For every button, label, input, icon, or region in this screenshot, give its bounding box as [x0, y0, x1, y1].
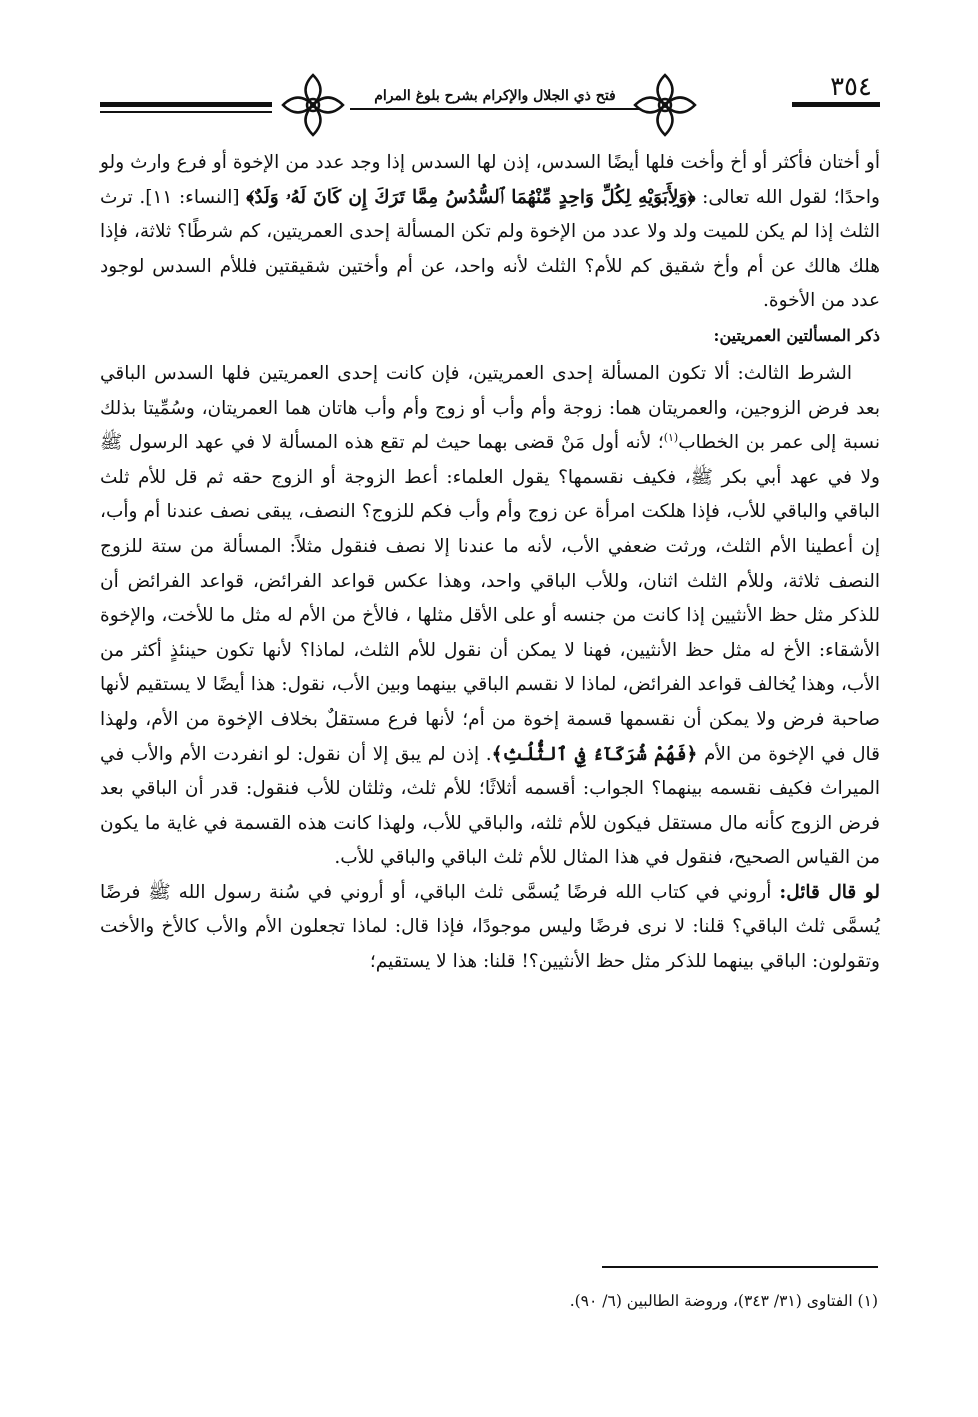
floral-ornament-icon	[278, 70, 348, 144]
floral-ornament-icon	[630, 70, 700, 144]
footnote: (١) الفتاوى (٣١/ ٣٤٣)، وروضة الطالبين (٦/ ٩٠).	[569, 1292, 878, 1310]
paragraph-2-part-c: . إذن لم يبق إلا أن نقول: لو انفردت الأم والأب في الميراث فكيف نقسمه بينهما؟ الجواب: أقسمه أثلاثًا؛ للأم ثلث، وثلثان للأب فنقول: قدر أن الباقي بعد فرض الزوج كأنه مال مستقل فيكون للأم ثلثه، والباقي للأب، ولهذا كانت هذه القسمة في غاية ما يكون من القياس الصحيح، فنقول في هذا المثال للأم ثلث الباقي والباقي للأب.	[100, 743, 880, 869]
paragraph-2-part-a: الشرط الثالث: ألا تكون المسألة إحدى العمريتين، فإن كانت إحدى العمريتين فلها السدس الباقي بعد فرض الزوجين، والعمريتان هما: زوجة وأم وأب أو زوج وأم وأب هاتان هما العمريتان، وسُمِّيتا بذلك نسبة إلى عمر بن الخطاب	[100, 362, 880, 454]
paragraph-3-lead: لو قال قائل:	[779, 881, 881, 903]
paragraph-3	[100, 876, 880, 980]
paragraph-3-text: أروني في كتاب الله فرضًا يُسمَّى ثلث الباقي، أو أروني في سُنة رسول الله ﷺ فرضًا يُسمَّى ثلث الباقي؟ قلنا: لا نرى فرضًا وليس موجودًا، فإذا قال: لماذا تجعلون الأم والأب كالأخ والأخت وتقولون: الباقي بينهما للذكر مثل حظ الأنثيين؟! قلنا: هذا لا يستقيم؛	[100, 881, 880, 973]
paragraph-2-part-b: ؛ لأنه أول مَنْ قضى بهما حيث لم تقع هذه المسألة لا في عهد الرسول ﷺ ولا في عهد أبي بكر ﷺ، فكيف نقسمها؟ يقول العلماء: أعط الزوجة أو الزوج حقه ثم قل للأم ثلث الباقي والباقي للأب، فإذا هلكت امرأة عن زوج وأم وأب فكم للزوج؟ النصف، يبقى نصف عندنا أم وأب، إن أعطينا الأم الثلث، ورثت ضعفي الأب، لأنه ما عندنا إلا نصف فنقول مثلاً: المسألة من ستة للزوج النصف ثلاثة، وللأم الثلث اثنان، وللأب الباقي واحد، وهذا عكس قواعد الفرائض، قواعد الفرائض أن للذكر مثل حظ الأنثيين إذا كانت من جنسه أو على الأقل مثلها ، فالأخ من الأم له مثل ما للأخت، والإخوة الأشقاء: الأخ له مثل حظ الأنثيين، فهنا لا يمكن أن نقول للأم الثلث، لماذا؟ لأنها تكون حينئذٍ أكثر من الأب، وهذا يُخالف قواعد الفرائض، لماذا لا نقسم الباقي بينهما وبين الأب، نقول: هذا أيضًا لا يستقيم لأنها صاحبة فرض ولا يمكن أن نقسمها قسمة إخوة من أم؛ لأنها فرع مستقلٌ بخلاف الإخوة من الأم، ولهذا قال في الإخوة من الأم	[100, 432, 880, 765]
page-header	[100, 66, 880, 146]
running-title: فتح ذي الجلال والإكرام بشرح بلوغ المرام	[350, 88, 640, 110]
header-rule-left-thin	[100, 111, 272, 113]
page-number: ٣٥٤	[830, 72, 872, 106]
paragraph-2	[100, 357, 880, 876]
quran-verse-1: ﴿وَلِأَبَوَيْهِ لِكُلِّ وَاحِدٍ مِّنْهُمَا ٱلسُّدُسُ مِمَّا تَرَكَ إِن كَانَ لَهُۥ وَلَدٌ﴾	[246, 186, 696, 208]
footnote-marker[interactable]: (١)	[663, 431, 679, 444]
quran-verse-2: ﴿فَهُمْ شُرَكَآءُ فِي ٱلثُّلُثِ﴾	[491, 743, 698, 765]
main-text	[100, 146, 880, 980]
paragraph-1-part-b: [النساء: ١١]. ترث الثلث إذا لم يكن للميت ولد ولا عدد من الإخوة ولم تكن المسألة إحدى العمريتين، كم شرطًا؟ ثلاثة، فإذا هلك هالك عن أم وأخ شقيق كم للأم؟ الثلث لأنه واحد، عن أم وأختين شقيقتين فللأم السدس لوجود عدد من الأخوة.	[100, 186, 880, 312]
footnote-separator	[602, 1266, 878, 1268]
paragraph-1	[100, 146, 880, 319]
header-rule-left	[100, 102, 272, 107]
section-title: ذكر المسألتين العمريتين:	[713, 325, 880, 345]
paragraph-1-part-a: أو أختان فأكثر أو أخ وأخت فلها أيضًا السدس، إذن لها السدس إذا وجد عدد من الإخوة أو فرع وارث ولو واحدًا؛ لقول الله تعالى:	[100, 152, 880, 208]
